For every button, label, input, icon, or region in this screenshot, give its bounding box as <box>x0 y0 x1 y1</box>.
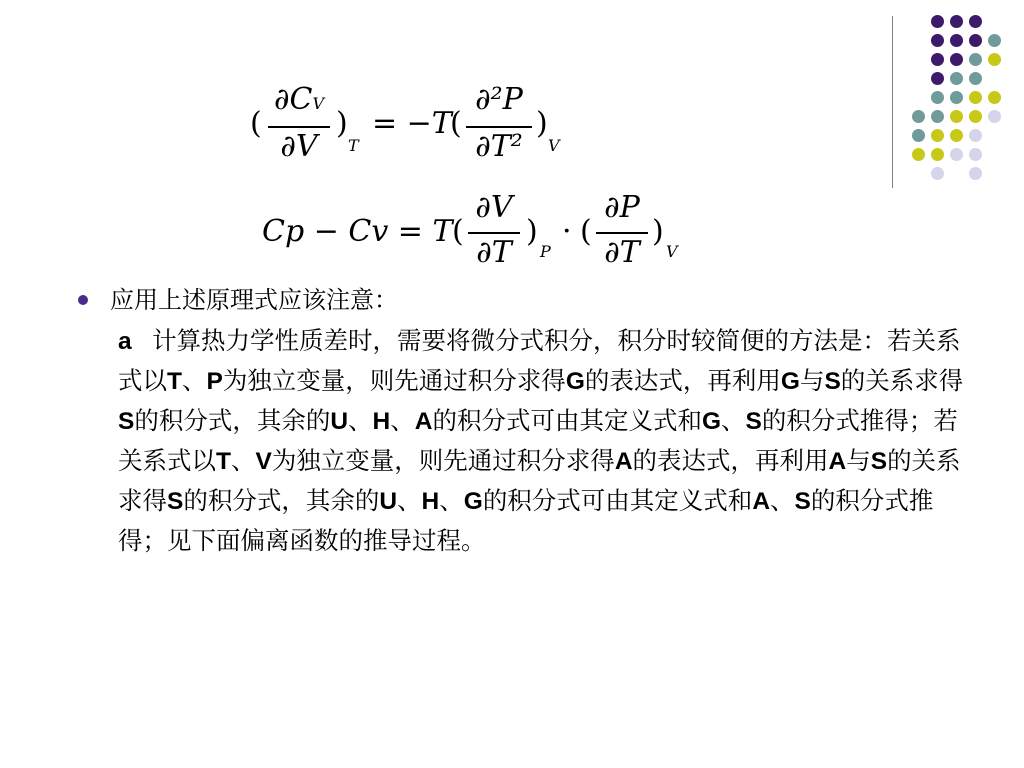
formula-2-open-paren-2: ( <box>580 214 592 249</box>
bullet-text: 应用上述原理式应该注意： <box>110 287 398 314</box>
formula-1-rhs-numerator: ∂²P <box>475 82 523 117</box>
decor-dot <box>969 167 982 180</box>
decor-dot <box>969 72 982 85</box>
decor-dot <box>931 148 944 161</box>
bullet-item <box>78 280 398 315</box>
formula-1-lhs-fraction <box>264 82 334 164</box>
decor-dot <box>931 91 944 104</box>
formula-2-open-paren-1: ( <box>452 214 464 249</box>
formula-1-rhs-subscript: V <box>548 136 560 155</box>
decor-dot <box>988 110 1001 123</box>
formula-2-fraction-1-denominator: ∂T <box>476 235 512 270</box>
decor-dot <box>912 110 925 123</box>
decor-dot <box>950 91 963 104</box>
decor-dot <box>988 91 1001 104</box>
decor-dot <box>931 167 944 180</box>
decor-dot <box>950 53 963 66</box>
formula-1-rhs-fraction <box>462 82 536 164</box>
body-paragraph: a 计算热力学性质差时，需要将微分式积分，积分时较简便的方法是：若关系式以T、P为独立变量，则先通过积分求得G的表达式，再利用G与S的关系求得S的积分式，其余的U、H、A的积分式可由其定义式和G、S的积分式推得；若关系式以T、V为独立变量，则先通过积分求得A的表达式，再利用A与S的关系求得S的积分式，其余的U、H、G的积分式可由其定义式和A、S的积分式推得；见下面偏离函数的推导过程。 <box>118 328 964 555</box>
formula-2-close-paren-2: ) <box>652 214 664 249</box>
formula-1-lhs-denominator: ∂V <box>280 129 318 164</box>
decor-dot <box>912 148 925 161</box>
formula-2-fraction-1-bar <box>468 232 520 234</box>
decor-dot <box>950 34 963 47</box>
decor-dot <box>988 34 1001 47</box>
decorative-vertical-line <box>892 16 893 188</box>
decor-dot <box>931 53 944 66</box>
formula-1-close-paren: ) <box>336 106 348 141</box>
decor-dot <box>950 148 963 161</box>
decor-dot <box>912 129 925 142</box>
decor-dot <box>969 110 982 123</box>
formula-2 <box>262 190 692 286</box>
formula-2-lhs: Cp − Cv = T <box>262 214 453 249</box>
formula-2-subscript-2: V <box>666 242 678 261</box>
paragraph-label: a <box>118 328 132 355</box>
decor-dot <box>969 15 982 28</box>
decor-dot <box>969 129 982 142</box>
decorative-dot-grid <box>912 15 1012 165</box>
decor-dot <box>931 72 944 85</box>
bullet-dot-icon <box>78 295 88 305</box>
formula-2-fraction-2-bar <box>596 232 648 234</box>
formula-1-lhs-subscript: T <box>348 136 359 155</box>
decor-dot <box>950 110 963 123</box>
decor-dot <box>931 129 944 142</box>
formula-1-rhs-close-paren: ) <box>536 106 548 141</box>
decor-dot <box>950 15 963 28</box>
formula-2-close-paren-1: ) <box>526 214 538 249</box>
formula-2-fraction-2-numerator: ∂P <box>604 190 640 225</box>
decor-dot <box>969 34 982 47</box>
decor-dot <box>988 53 1001 66</box>
decor-dot <box>950 72 963 85</box>
decor-dot <box>931 34 944 47</box>
formula-1-rhs-denominator: ∂T² <box>475 129 523 164</box>
formula-1-lhs-numerator: ∂CV <box>273 82 325 117</box>
decor-dot <box>931 110 944 123</box>
decor-dot <box>969 53 982 66</box>
formula-2-fraction-2 <box>592 190 652 270</box>
formula-2-dot: · <box>562 214 572 249</box>
formula-1-rhs-open-paren: ( <box>450 106 462 141</box>
formula-1-lhs-bar <box>268 126 330 128</box>
formula-2-fraction-1 <box>464 190 524 270</box>
formula-1 <box>250 82 570 182</box>
decor-dot <box>969 91 982 104</box>
decor-dot <box>969 148 982 161</box>
formula-2-fraction-2-denominator: ∂T <box>604 235 640 270</box>
formula-2-subscript-1: P <box>540 242 551 261</box>
formula-2-fraction-1-numerator: ∂V <box>475 190 513 225</box>
decor-dot <box>931 15 944 28</box>
formula-1-open-paren: ( <box>250 106 262 141</box>
formula-1-rhs-bar <box>466 126 532 128</box>
formula-1-equals: = −T <box>372 106 452 141</box>
decor-dot <box>950 129 963 142</box>
